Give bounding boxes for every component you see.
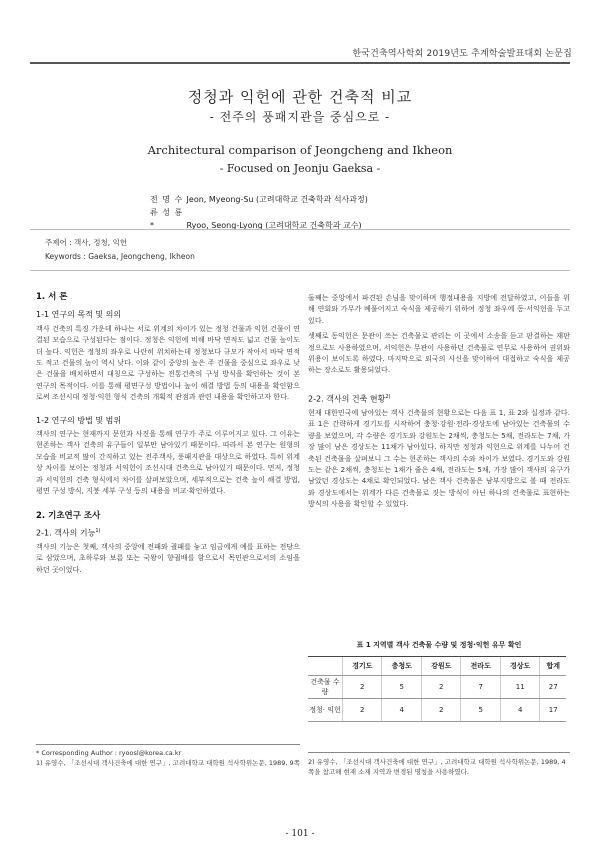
table-cell: 2 (343, 699, 382, 722)
header-rule (30, 62, 570, 64)
section-heading-basic-research: 2. 기초연구 조사 (36, 510, 101, 521)
footnote-2: 2) 유영수, 「조선시대 객사건축에 대한 연구」, 고려대학교 대학원 석사학위논문, 1989, 4쪽을 참고해 현재 소재 지역과 변경된 명칭을 사용하였다. (308, 758, 566, 776)
subsection-title: 2-2. 객사의 건축 현황 (308, 394, 386, 404)
region-count-table (308, 656, 566, 722)
footnote-rule (308, 752, 570, 753)
table-header-cell: 강원도 (421, 657, 460, 676)
table-cell: 5 (382, 676, 421, 699)
table-cell: 2 (421, 676, 460, 699)
table-cell: 4 (382, 699, 421, 722)
table-header-cell: 충청도 (382, 657, 421, 676)
author-name: 류 성 룡* (150, 208, 184, 230)
footnote-corresponding: * Corresponding Author : ryoosl@korea.ca.kr (36, 749, 182, 757)
paper-subtitle-english: - Focused on Jeonju Gaeksa - (219, 162, 381, 175)
footnote-ref: 2) (385, 393, 391, 400)
table-header-cell: 경상도 (500, 657, 539, 676)
paragraph-function: 객사의 기능은 첫째, 객사의 중앙에 전패와 궐패를 놓고 임금에게 예를 표하는 전당으로 삼았으며, 초하루와 보름 또는 국왕이 향궐배를 함으로서 목민관으로서의 소임을 하던 곳이었다. (36, 541, 300, 574)
running-head: 한국건축역사학회 2019년도 추계학술발표대회 논문집 (352, 49, 572, 59)
paragraph-status: 현재 대한민국에 남아있는 객사 건축물의 현황으로는 다음 표 1, 표 2와 실정과 같다. 표 1은 간략하게 경기도를 시작하여 충청·강원·전라·경상도에 남아있는 건축물의 수량을 보였으며, 각 수량은 경기도와 강원도는 2채씩, 충청도는 5채, 전라도는 7채, 가장 많이 남은 경상도는 11채가 남아있다. 하지만 정청과 익헌으로 위계를 나누어 건축된 건축물을 살펴보니 그 수는 현존하는 객사의 수와 차이가 보였다. 경기도와 강원도는 같은 2채씩, 충청도는 1채가 줄은 4채, 전라도는 5채, 가장 많이 객사의 유구가 남았던 경상도는 4채로 확인되었다. 남은 객사 건축물은 남부지방으로 볼 때 전라도와 경상도에서는 위계가 다른 건축물로 짓는 방식이 아닌 하나의 건축물로 표현하는 방식의 사용을 확인할 수 있었다. (308, 407, 570, 509)
author-line (150, 193, 368, 206)
right-column (308, 292, 570, 510)
keywords-korean: 주제어 : 객사, 정청, 익헌 (45, 238, 128, 247)
table-row-label: 정청· 익헌 (308, 699, 343, 722)
table-header-cell (308, 657, 343, 676)
paragraph-purpose: 객사 건축의 특징 가운데 하나는 서로 위계의 차이가 있는 정청 건물과 익헌 건물이 연결된 모습으로 구성된다는 점이다. 정청은 익헌에 비해 바닥 면적도 넓고 건물 높이도 더 높다. 익헌은 정청의 좌우로 나란히 위치하는데 정청보다 규모가 작아서 바닥 면적도 적고 건물의 높이 역시 낮다. 이와 같이 중앙의 높은 주 건물을 중심으로 좌우로 낮은 건물을 배치하면서 대칭으로 구성하는 전통건축의 구성 방식을 확인하는 것이 본 연구의 목적이다. 이를 통해 평면구성 방법이나 높이 해결 방법 등의 내용을 확인함으로써 조선시대 정청·익헌 형식 건축의 개획적 관점과 관련 내용을 확인하고자 한다. (36, 323, 300, 402)
subsection-heading-status (308, 392, 570, 405)
table-header-row (308, 657, 566, 676)
author-detail: Jeon, Myeong-Su (고려대학교 건축학과 석사과정) (186, 195, 368, 204)
table-row-label: 건축물 수량 (308, 676, 343, 699)
table-row (308, 699, 566, 722)
table-cell: 4 (500, 699, 539, 722)
table-cell: 2 (421, 699, 460, 722)
table-cell: 17 (540, 699, 566, 722)
table-cell: 2 (343, 676, 382, 699)
table-header-cell: 전라도 (461, 657, 500, 676)
subsection-title: 2-1. 객사의 기능 (36, 528, 96, 538)
author-name: 전 명 수 (150, 195, 184, 204)
table-row (308, 676, 566, 699)
paper-title-english: Architectural comparison of Jeongcheng and Ikheon (147, 143, 453, 157)
footnotes-left (36, 748, 300, 768)
table-caption: 표 1 지역별 객사 건축물 수량 및 정청·익헌 유무 확인 (356, 641, 522, 649)
subsection-heading-purpose: 1-1 연구의 목적 및 의의 (36, 310, 122, 320)
paragraph-function-3: 셋째로 동익헌은 문관이 쓰는 건축물로 관리는 이 곳에서 소송을 듣고 판결하는 재판정으로도 사용하였으며, 서익헌은 무관이 사용하던 건축물로 연무로 사용하여 권위와 위용이 보이도록 하였다. 마지막으로 외국의 사신을 맞이하여 대접하고 숙식을 제공하는 장소로도 활용되었다. (308, 331, 570, 375)
table-cell: 7 (461, 676, 500, 699)
paper-subtitle-korean: - 전주의 풍패지관을 중심으로 - (209, 110, 391, 124)
author-detail: Ryoo, Seong-Lyong (고려대학교 건축학과 교수) (186, 221, 362, 230)
left-column (36, 292, 300, 575)
table-header-cell: 합계 (540, 657, 566, 676)
table-header-cell: 경기도 (343, 657, 382, 676)
subsection-heading-method: 1-2 연구의 방법 및 범위 (36, 415, 122, 425)
paragraph-method: 객사의 연구는 현재까지 문헌과 사진을 통해 연구가 주로 이루어지고 있다. 그 이유는 현존하는 객사 건축의 유구들이 일부만 남아있기 때문이다. 따라서 본 연구는 원형의 모습을 비교적 많이 간직하고 있는 전주객사, 풍패지관을 대상으로 하였다. 특히 위계상 차이를 보이는 정청과 서익헌이 조선시대 건축으로 남아있기 때문이다. 먼저, 정청과 서익헌의 건축 형식에서 차이를 살펴보았으며, 세부적으로는 건축 높이 해결 방법, 평면 구성 방식, 지붕 세부 구성 등의 내용을 비교·확인하였다. (36, 429, 300, 496)
section-heading-intro: 1. 서 론 (36, 292, 68, 302)
footnote-ref: 1) (95, 527, 101, 534)
subsection-heading-function (36, 526, 300, 539)
page-number: - 101 - (285, 829, 315, 839)
table-cell: 11 (500, 676, 539, 699)
paragraph-function-2: 둘째는 중앙에서 파견된 손님을 맞이하며 행정내용을 지방에 전달하였고, 이들을 위해 연회와 가무가 베풀어지고 숙식을 제공하기 위하여 정청 좌우에 동·서익헌을 두고 있다. (308, 293, 570, 325)
footnote-1: 1) 유영수, 「조선시대 객사건축에 대한 연구」, 고려대학교 대학원 석사학위논문, 1989, 9쪽 (36, 759, 300, 767)
paper-title-korean: 정청과 익헌에 관한 건축적 비교 (187, 88, 413, 106)
keywords-box (30, 229, 570, 271)
table-cell: 27 (540, 676, 566, 699)
author-list (150, 193, 368, 232)
keywords-english: Keywords : Gaeksa, Jeongcheng, Ikheon (45, 252, 195, 261)
table-cell: 5 (461, 699, 500, 722)
footnote-rule (36, 744, 300, 745)
